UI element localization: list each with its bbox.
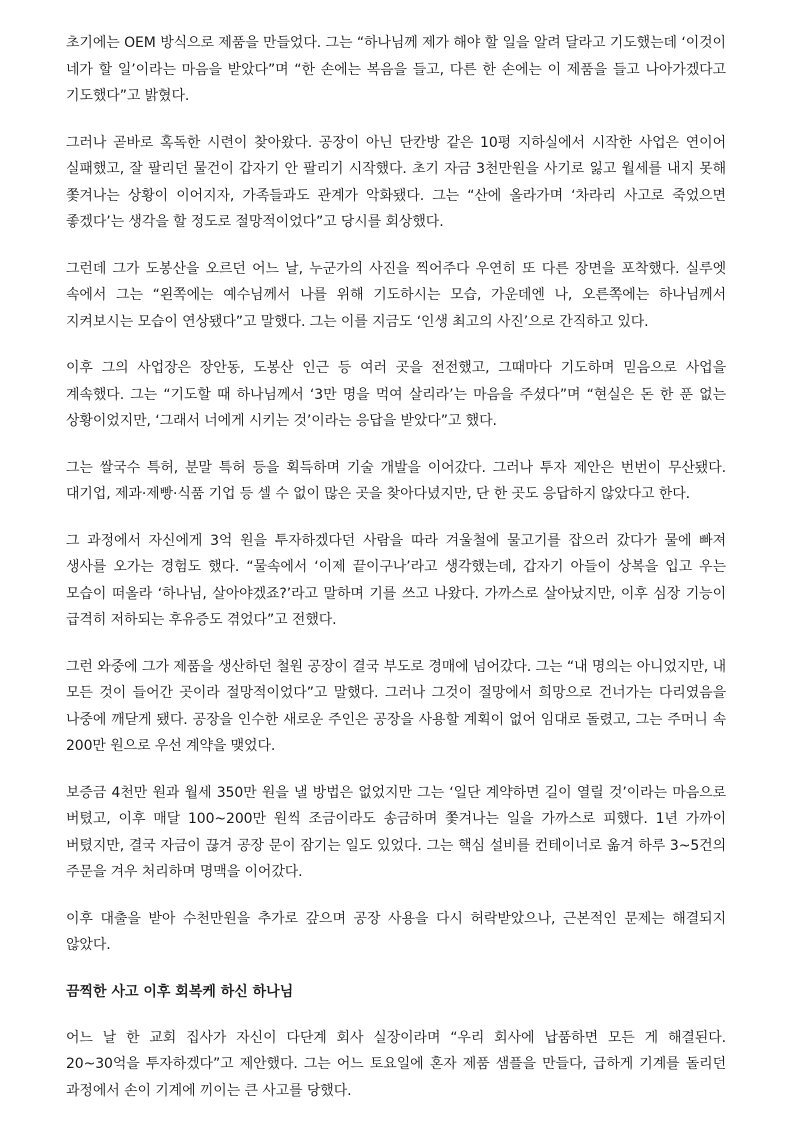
paragraph-loan: 이후 대출을 받아 수천만원을 추가로 갚으며 공장 사용을 다시 허락받았으나, 근본적인 문제는 해결되지 않았다. [66,910,726,953]
paragraph-business-moves: 이후 그의 사업장은 장안동, 도봉산 인근 등 여러 곳을 전전했고, 그때마다 기도하며 믿음으로 사업을 계속했다. 그는 “기도할 때 하나님께서 ‘3만 명을 먹여 살리라’는 마음을 주셨다”며 “현실은 돈 한 푼 없는 상황이었지만, ‘그래서 너에게 시키는 것’이라는 응답을 받았다”고 했다. [66,360,726,429]
paragraph-oem: 초기에는 OEM 방식으로 제품을 만들었다. 그는 “하나님께 제가 해야 할 일을 알려 달라고 기도했는데 ‘이것이 네가 할 일’이라는 마음을 받았다”며 “한 손에는 복음을 들고, 다른 한 손에는 이 제품을 들고 나아가겠다고 기도했다”고 밝혔다. [66,35,726,104]
article-body [66,30,726,1124]
paragraph-trials: 그러나 곧바로 혹독한 시련이 찾아왔다. 공장이 아닌 단칸방 같은 10평 지하실에서 시작한 사업은 연이어 실패했고, 잘 팔리던 물건이 갑자기 안 팔리기 시작했다. 초기 자금 3천만원을 사기로 잃고 월세를 내지 못해 쫓겨나는 상황이 이어지자, 가족들과도 관계가 악화됐다. 그는 “산에 올라가며 ‘차라리 사고로 죽었으면 좋겠다’는 생각을 할 정도로 절망적이었다”고 당시를 회상했다. [66,134,726,230]
paragraph-cheorwon-factory: 그런 와중에 그가 제품을 생산하던 철원 공장이 결국 부도로 경매에 넘어갔다. 그는 “내 명의는 아니었지만, 내 모든 것이 들어간 곳이라 절망적이었다”고 말했다. 그러나 그것이 절망에서 희망으로 건너가는 다리였음을 나중에 깨닫게 됐다. 공장을 인수한 새로운 주인은 공장을 사용할 계획이 없어 임대로 돌렸고, 그는 주머니 속 200만 원으로 우선 계약을 맺었다. [66,658,726,754]
paragraph-patents: 그는 쌀국수 특허, 분말 특허 등을 획득하며 기술 개발을 이어갔다. 그러나 투자 제안은 번번이 무산됐다. 대기업, 제과·제빵·식품 기업 등 셀 수 없이 많은 곳을 찾아다녔지만, 단 한 곳도 응답하지 않았다고 한다. [66,459,726,502]
paragraph-deposit-rent: 보증금 4천만 원과 월세 350만 원을 낼 방법은 없었지만 그는 ‘일단 계약하면 길이 열릴 것’이라는 마음으로 버텼고, 이후 매달 100~200만 원씩 조금이라도 송금하며 쫓겨나는 일을 가까스로 피했다. 1년 가까이 버텼지만, 결국 자금이 끊겨 공장 문이 잠기는 일도 있었다. 그는 핵심 설비를 컨테이너로 옮겨 하루 3~5건의 주문을 겨우 처리하며 명맥을 이어갔다. [66,784,726,880]
paragraph-drowning: 그 과정에서 자신에게 3억 원을 투자하겠다던 사람을 따라 겨울철에 물고기를 잡으러 갔다가 물에 빠져 생사를 오가는 경험도 했다. “물속에서 ‘이제 끝이구나’라고 생각했는데, 갑자기 아들이 상복을 입고 우는 모습이 떠올라 ‘하나님, 살아야겠죠?’라고 말하며 기를 쓰고 나왔다. 가까스로 살아났지만, 이후 심장 기능이 급격히 저하되는 후유증도 겪었다”고 전했다. [66,532,726,628]
section-heading: 끔찍한 사고 이후 회복케 하신 하나님 [66,983,294,1000]
paragraph-dobongsan-photo: 그런데 그가 도봉산을 오르던 어느 날, 누군가의 사진을 찍어주다 우연히 또 다른 장면을 포착했다. 실루엣 속에서 그는 “왼쪽에는 예수님께서 나를 위해 기도하시는 모습, 가운데엔 나, 오른쪽에는 하나님께서 지켜보시는 모습이 연상됐다”고 말했다. 그는 이를 지금도 ‘인생 최고의 사진’으로 간직하고 있다. [66,260,726,330]
paragraph-accident: 어느 날 한 교회 집사가 자신이 다단계 회사 실장이라며 “우리 회사에 납품하면 모든 게 해결된다. 20~30억을 투자하겠다”고 제안했다. 그는 어느 토요일에 혼자 제품 샘플을 만들다, 급하게 기계를 돌리던 과정에서 손이 기계에 끼이는 큰 사고를 당했다. [66,1029,726,1099]
